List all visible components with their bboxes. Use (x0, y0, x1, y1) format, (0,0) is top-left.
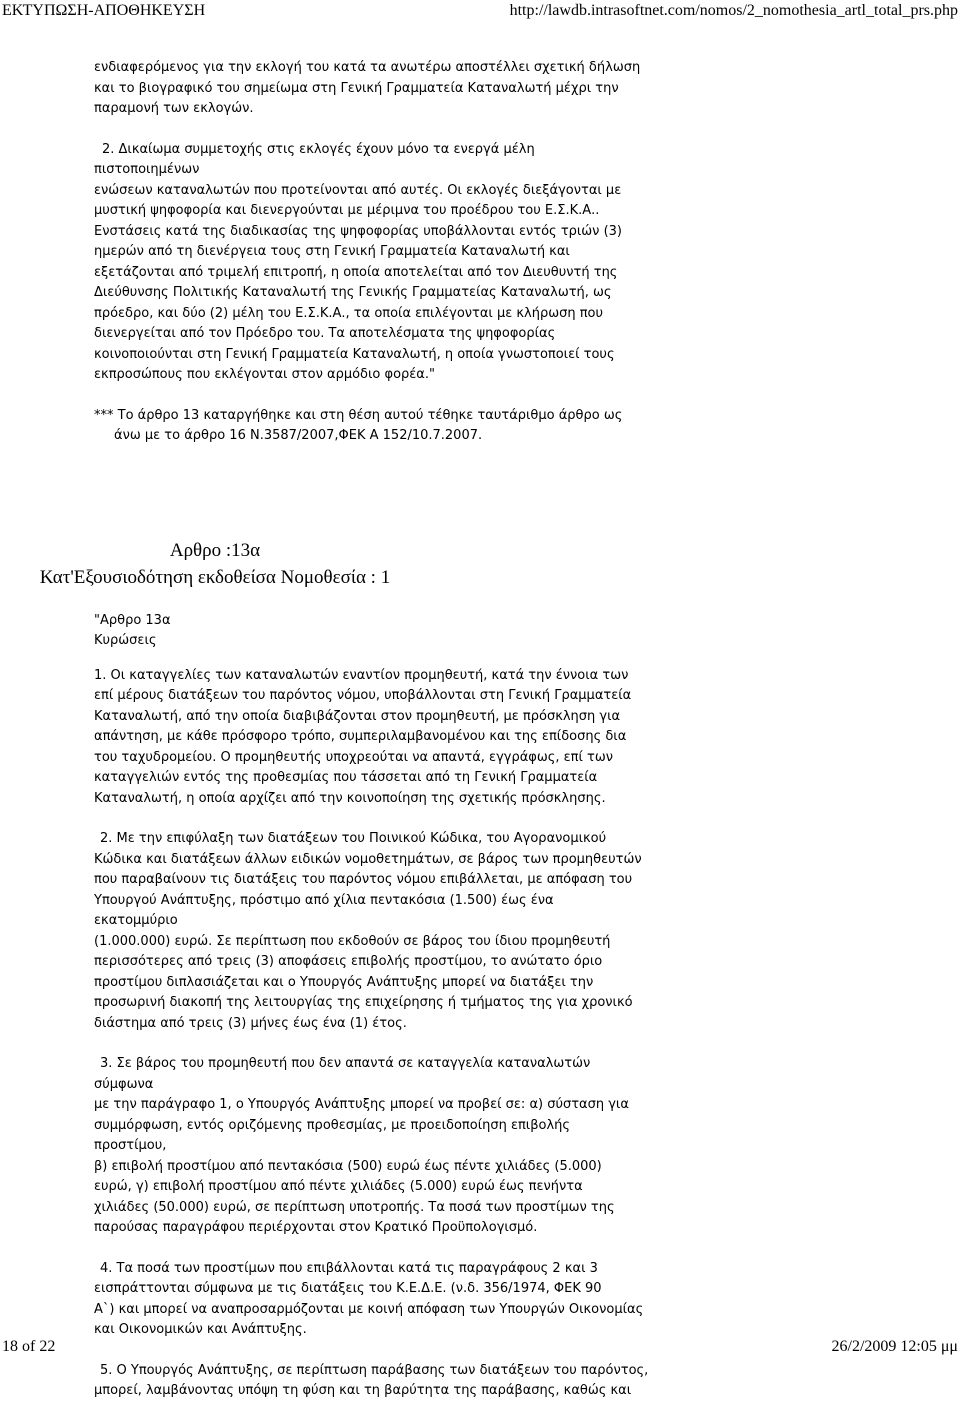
text-line: Καταναλωτή, η οποία αρχίζει από την κοινοποίηση της σχετικής πρόσκλησης. (94, 790, 606, 806)
text-line: άνω με το άρθρο 16 Ν.3587/2007,ΦΕΚ Α 152/10.7.2007. (114, 428, 483, 443)
text-line: Ενστάσεις κατά της διαδικασίας της ψηφοφορίας υποβάλλονται εντός τριών (3) (94, 223, 622, 239)
text-line: Υπουργού Ανάπτυξης, πρόστιμο από χίλια πεντακόσια (1.500) έως ένα (94, 892, 554, 908)
print-label: ΕΚΤΥΠΩΣΗ-ΑΠΟΘΗΚΕΥΣΗ (2, 2, 206, 19)
text-line: πιστοποιημένων (94, 162, 200, 177)
text-line: Κυρώσεις (94, 633, 157, 648)
article-subtitle: Κατ'Εξουσιοδότηση εκδοθείσα Νομοθεσία : 1 (39, 566, 391, 588)
text-line: Καταναλωτή, από την οποία διαβιβάζονται στον προμηθευτή, με πρόσκληση για (94, 708, 621, 724)
text-line: μπορεί, λαμβάνοντας υπόψη τη φύση και τη βαρύτητα της παράβασης, καθώς και (94, 1383, 632, 1398)
article-title: Αρθρο :13α (169, 539, 261, 561)
text-line: 3. Σε βάρος του προμηθευτή που δεν απαντά σε καταγγελία καταναλωτών (100, 1056, 591, 1071)
spacer (94, 386, 694, 406)
text-line: 2. Με την επιφύλαξη των διατάξεων του Ποινικού Κώδικα, του Αγορανομικού (100, 831, 607, 846)
text-line: Διεύθυνσης Πολιτικής Καταναλωτή της Γενικής Γραμματείας Καταναλωτή, ως (94, 285, 612, 300)
text-line: συμμόρφωση, εντός οριζόμενης προθεσμίας, με προειδοποίηση επιβολής (94, 1117, 571, 1133)
text-line: εξετάζονται από τριμελή επιτροπή, η οποία αποτελείται από τον Διευθυντή της (94, 264, 618, 280)
text-line: 1. Οι καταγγελίες των καταναλωτών εναντίον προμηθευτή, κατά την έννοια των (94, 667, 629, 683)
amendment-note (94, 406, 694, 447)
text-line: παρούσας παραγράφου περιέρχονται στον Κρατικό Προϋπολογισμό. (94, 1220, 538, 1235)
text-line: εισπράττονται σύμφωνα με τις διατάξεις του Κ.Ε.Δ.Ε. (ν.δ. 356/1974, ΦΕΚ 90 (94, 1281, 602, 1296)
section-4 (94, 1259, 694, 1341)
text-line: πρόεδρο, και δύο (2) μέλη του Ε.Σ.Κ.Α., τα οποία επιλέγονται με κλήρωση που (94, 305, 604, 321)
text-line: εκατομμύριο (94, 913, 178, 928)
section-1 (94, 666, 694, 810)
section-5 (94, 1361, 694, 1402)
text-line: καταγγελιών εντός της προθεσμίας που τάσσεται από τη Γενική Γραμματεία (94, 770, 598, 785)
text-line: χιλιάδες (50.000) ευρώ, σε περίπτωση υποτροπής. Τα ποσά των προστίμων της (94, 1199, 615, 1215)
text-line: επί μέρους διατάξεων του παρόντος νόμου, υποβάλλονται στη Γενική Γραμματεία (94, 688, 632, 703)
spacer (94, 1239, 694, 1259)
text-line: κοινοποιούνται στη Γενική Γραμματεία Καταναλωτή, η οποία γνωστοποιεί τους (94, 346, 615, 362)
text-line: 5. Ο Υπουργός Ανάπτυξης, σε περίπτωση παράβασης των διατάξεων του παρόντος, (100, 1362, 649, 1378)
text-line: διάστημα από τρεις (3) μήνες έως ένα (1) έτος. (94, 1015, 407, 1031)
text-line: 4. Τα ποσά των προστίμων που επιβάλλονται κατά τις παραγράφους 2 και 3 (100, 1260, 598, 1276)
text-line: Α`) και μπορεί να αναπροσαρμόζονται με κοινή απόφαση των Υπουργών Οικονομίας (94, 1301, 644, 1317)
text-line: με την παράγραφο 1, ο Υπουργός Ανάπτυξης μπορεί να προβεί σε: α) σύσταση για (94, 1097, 629, 1112)
section-2 (94, 829, 694, 1034)
paragraph-1 (94, 58, 694, 120)
text-line: παραμονή των εκλογών. (94, 101, 254, 116)
article-label (94, 611, 694, 652)
section-3 (94, 1054, 694, 1239)
spacer (94, 447, 694, 537)
text-line: που παραβαίνουν τις διατάξεις του παρόντος νόμου επιβάλλεται, με απόφαση του (94, 872, 633, 887)
text-line: διενεργείται από τον Πρόεδρο του. Τα αποτελέσματα της ψηφοφορίας (94, 326, 556, 341)
text-line: του ταχυδρομείου. Ο προμηθευτής υποχρεούται να απαντά, εγγράφως, επί των (94, 749, 613, 765)
print-header (0, 0, 960, 22)
text-line: "Αρθρο 13α (94, 612, 171, 628)
spacer (94, 591, 694, 611)
text-line: και το βιογραφικό του σημείωμα στη Γενική Γραμματεία Καταναλωτή μέχρι την (94, 80, 619, 96)
text-line: (1.000.000) ευρώ. Σε περίπτωση που εκδοθούν σε βάρος του ίδιου προμηθευτή (94, 933, 611, 949)
text-line: 2. Δικαίωμα συμμετοχής στις εκλογές έχουν μόνο τα ενεργά μέλη (102, 141, 535, 157)
page-url: http://lawdb.intrasoftnet.com/nomos/2_nomothesia_artl_total_prs.php (509, 2, 958, 19)
document-body (39, 58, 694, 1402)
text-line: β) επιβολή προστίμου από πεντακόσια (500) ευρώ έως πέντε χιλιάδες (5.000) (94, 1158, 602, 1174)
text-line: προσωρινή διακοπή της λειτουργίας της επιχείρησης ή τμήματος της για χρονικό (94, 995, 633, 1010)
text-line: ενδιαφερόμενος για την εκλογή του κατά τα ανωτέρω αποστέλλει σχετική δήλωση (94, 60, 641, 75)
text-line: περισσότερες από τρεις (3) αποφάσεις επιβολής προστίμου, το ανώτατο όριο (94, 954, 603, 969)
text-line: ημερών από τη διενέργεια τους στη Γενική Γραμματεία Καταναλωτή και (94, 244, 570, 259)
spacer (94, 1034, 694, 1054)
spacer (94, 120, 694, 140)
print-footer (0, 1336, 960, 1358)
paragraph-2 (94, 140, 694, 386)
text-line: προστίμου, (94, 1138, 167, 1153)
text-line: ενώσεων καταναλωτών που προτείνονται από αυτές. Οι εκλογές διεξάγονται με (94, 182, 622, 198)
page-counter: 18 of 22 (2, 1338, 56, 1355)
text-line: *** Το άρθρο 13 καταργήθηκε και στη θέση αυτού τέθηκε ταυτάριθμο άρθρο ως (94, 407, 623, 423)
spacer (94, 652, 694, 666)
text-line: προστίμου διπλασιάζεται και ο Υπουργός Ανάπτυξης μπορεί να διατάξει την (94, 974, 594, 990)
text-line: απάντηση, με κάθε πρόσφορο τρόπο, συμπεριλαμβανομένου και της επίδοσης δια (94, 729, 627, 744)
print-timestamp: 26/2/2009 12:05 μμ (831, 1338, 958, 1355)
text-line: και Οικονομικών και Ανάπτυξης. (94, 1322, 307, 1337)
text-line: ευρώ, γ) επιβολή προστίμου από πέντε χιλιάδες (5.000) ευρώ έως πενήντα (94, 1179, 583, 1194)
article-heading (0, 537, 700, 591)
text-line: μυστική ψηφοφορία και διενεργούνται με μέριμνα του προέδρου του Ε.Σ.Κ.Α.. (94, 203, 600, 218)
text-line: σύμφωνα (94, 1076, 154, 1092)
text-line: εκπροσώπους που εκλέγονται στον αρμόδιο φορέα." (94, 367, 435, 382)
spacer (94, 809, 694, 829)
text-line: Κώδικα και διατάξεων άλλων ειδικών νομοθετημάτων, σε βάρος των προμηθευτών (94, 851, 642, 867)
